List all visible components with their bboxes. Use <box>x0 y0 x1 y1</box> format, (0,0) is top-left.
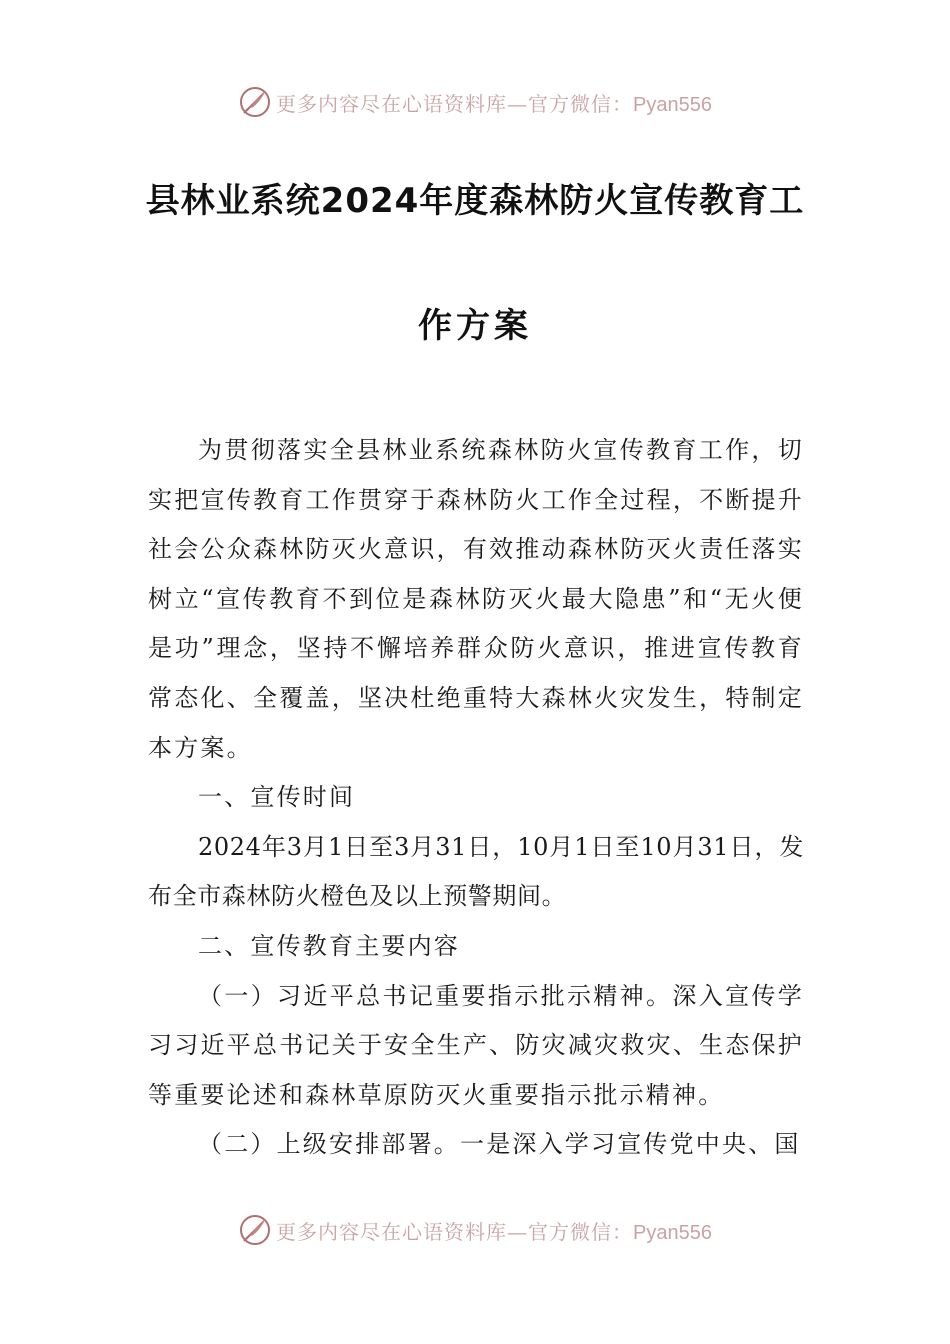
document-title-line-1: 县林业系统2024年度森林防火宣传教育工 <box>145 181 805 221</box>
watermark-footer <box>0 1210 950 1250</box>
paragraph-item-2: （二）上级安排部署。一是深入学习宣传党中央、国 <box>198 1130 801 1159</box>
watermark-text: 更多内容尽在心语资料库—官方微信： <box>276 91 634 116</box>
paragraph-intro: 为贯彻落实全县林业系统森林防火宣传教育工作，切实把宣传教育工作贯穿于森林防火工作全过程，不断提升社会公众森林防灭火意识，有效推动森林防灭火责任落实树立“宣传教育不到位是森林防灭火最大隐患”和“无火便是功”理念，坚持不懈培养群众防火意识，推进宣传教育常态化、全覆盖，坚决杜绝重特大森林火灾发生，特制定本方案。 <box>148 436 804 762</box>
watermark-header <box>0 82 950 122</box>
watermark-wechat-id: Pyan556 <box>633 93 712 116</box>
paragraph-item-1: （一）习近平总书记重要指示批示精神。深入宣传学习习近平总书记关于安全生产、防灾减灾救灾、生态保护等重要论述和森林草原防灭火重要指示批示精神。 <box>148 981 804 1109</box>
quill-logo-icon <box>238 85 272 119</box>
document-title-line-2: 作方案 <box>418 306 532 346</box>
quill-logo-icon <box>238 1213 272 1247</box>
paragraph-publicity-time: 2024年3月1日至3月31日，10月1日至10月31日，发布全市森林防火橙色及以上预警期间。 <box>148 832 804 911</box>
watermark-text: 更多内容尽在心语资料库—官方微信： <box>276 1219 634 1244</box>
heading-section-1: 一、宣传时间 <box>198 783 356 812</box>
heading-section-2: 二、宣传教育主要内容 <box>198 931 460 960</box>
document-body <box>148 426 804 1170</box>
watermark-wechat-id: Pyan556 <box>633 1221 712 1244</box>
